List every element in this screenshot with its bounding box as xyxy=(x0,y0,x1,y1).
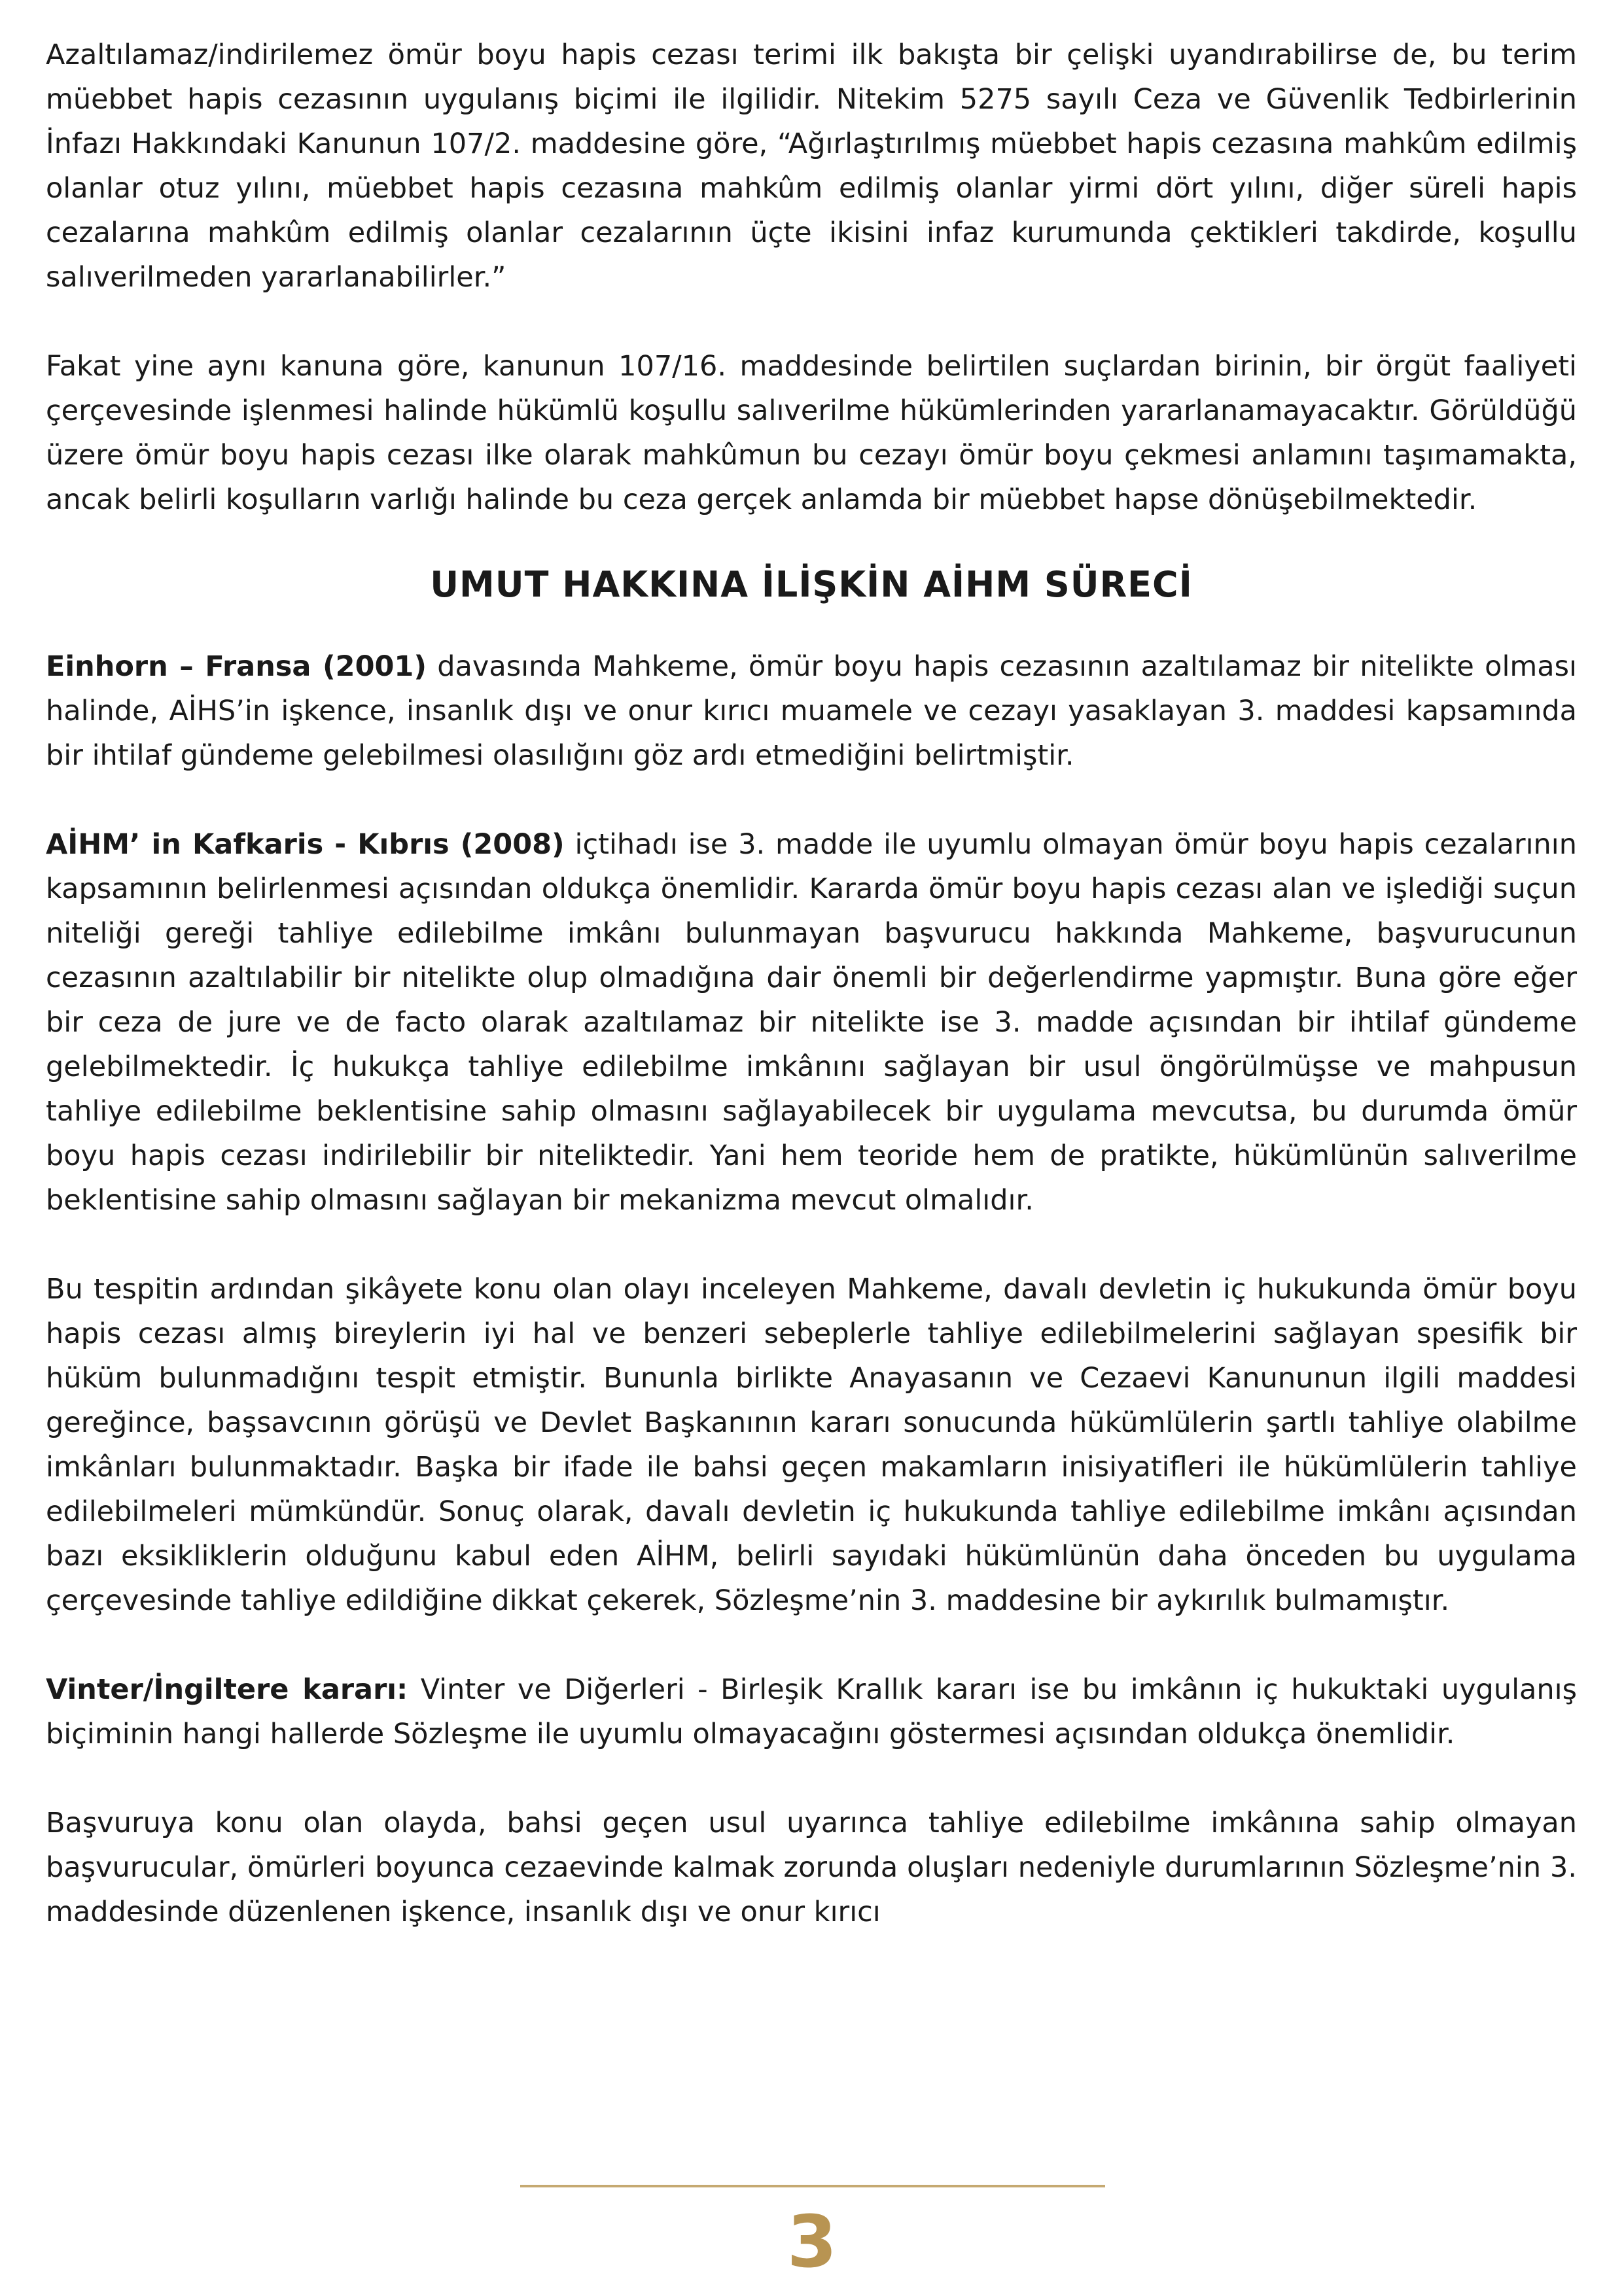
footer-divider xyxy=(520,2185,1105,2187)
document-body xyxy=(46,33,1577,1979)
paragraph-kafkaris-case xyxy=(46,822,1577,1223)
paragraph-kafkaris-text: içtihadı ise 3. madde ile uyumlu olmayan ömür boyu hapis cezalarının kapsamının belirlenmesi açısından oldukça önemlidir. Kararda ömür boyu hapis cezası alan ve işlediği suçun niteliği gereği tahliye edilebilme imkânı bulunmayan başvurucu hakkında Mahkeme, başvurucunun cezasının azaltılabilir bir nitelikte olup olmadığına dair önemli bir değerlendirme yapmıştır. Buna göre eğer bir ceza de jure ve de facto olarak azaltılamaz bir nitelikte ise 3. madde açısından bir ihtilaf gündeme gelebilmektedir. İç hukukça tahliye edilebilme imkânını sağlayan bir usul öngörülmüşse ve mahpusun tahliye edilebilme beklentisine sahip olmasını sağlayabilecek bir uygulama mevcutsa, bu durumda ömür boyu hapis cezası indirilebilir bir niteliktedir. Yani hem teoride hem de pratikte, hükümlünün salıverilme beklentisine sahip olmasını sağlayan bir mekanizma mevcut olmalıdır. xyxy=(46,828,1577,1217)
paragraph-vinter-case xyxy=(46,1667,1577,1756)
paragraph-court-findings: Bu tespitin ardından şikâyete konu olan olayı inceleyen Mahkeme, davalı devletin iç hukukunda ömür boyu hapis cezası almış bireylerin iyi hal ve benzeri sebeplerle tahliye edilebilmelerini sağlayan spesifik bir hüküm bulunmadığını tespit etmiştir. Bununla birlikte Anayasanın ve Cezaevi Kanununun ilgili maddesi gereğince, başsavcının görüşü ve Devlet Başkanının kararı sonucunda hükümlülerin şartlı tahliye olabilme imkânları bulunmaktadır. Başka bir ifade ile bahsi geçen makamların inisiyatifleri ile hükümlülerin tahliye edilebilmeleri mümkündür. Sonuç olarak, davalı devletin iç hukukunda tahliye edilebilme imkânı açısından bazı eksikliklerin olduğunu kabul eden AİHM, belirli sayıdaki hükümlünün daha önceden bu uygulama çerçevesinde tahliye edildiğine dikkat çekerek, Sözleşme’nin 3. maddesine bir aykırılık bulmamıştır. xyxy=(46,1273,1577,1617)
section-heading: UMUT HAKKINA İLİŞKİN AİHM SÜRECİ xyxy=(430,564,1193,605)
case-name-vinter: Vinter/İngiltere kararı: xyxy=(46,1673,408,1706)
paragraph-applicants: Başvuruya konu olan olayda, bahsi geçen usul uyarınca tahliye edilebilme imkânına sahip olmayan başvurucular, ömürleri boyunca cezaevinde kalmak zorunda oluşları nedeniyle durumlarının Sözleşme’nin 3. maddesinde düzenlenen işkence, insanlık dışı ve onur kırıcı xyxy=(46,1807,1577,1928)
case-name-kafkaris: AİHM’ in Kafkaris - Kıbrıs (2008) xyxy=(46,828,565,861)
paragraph-einhorn-text: davasında Mahkeme, ömür boyu hapis cezasının azaltılamaz bir nitelikte olması halinde, AİHS’in işkence, insanlık dışı ve onur kırıcı muamele ve cezayı yasaklayan 3. maddesi kapsamında bir ihtilaf gündeme gelebilmesi olasılığını göz ardı etmediğini belirtmiştir. xyxy=(46,650,1577,772)
paragraph-law-article-107-16: Fakat yine aynı kanuna göre, kanunun 107/16. maddesinde belirtilen suçlardan birinin, bir örgüt faaliyeti çerçevesinde işlenmesi halinde hükümlü koşullu salıverilme hükümlerinden yararlanamayacaktır. Görüldüğü üzere ömür boyu hapis cezası ilke olarak mahkûmun bu cezayı ömür boyu çekmesi anlamını taşımamakta, ancak belirli koşulların varlığı halinde bu ceza gerçek anlamda bir müebbet hapse dönüşebilmektedir. xyxy=(46,350,1577,516)
paragraph-einhorn-case xyxy=(46,644,1577,778)
page-number: 3 xyxy=(786,2200,838,2284)
paragraph-life-sentence-definition: Azaltılamaz/indirilemez ömür boyu hapis cezası terimi ilk bakışta bir çelişki uyandırabilirse de, bu terim müebbet hapis cezasının uygulanış biçimi ile ilgilidir. Nitekim 5275 sayılı Ceza ve Güvenlik Tedbirlerinin İnfazı Hakkındaki Kanunun 107/2. maddesine göre, “Ağırlaştırılmış müebbet hapis cezasına mahkûm edilmiş olanlar otuz yılını, müebbet hapis cezasına mahkûm edilmiş olanlar yirmi dört yılını, diğer süreli hapis cezalarına mahkûm edilmiş olanlar cezalarının üçte ikisini infaz kurumunda çektikleri takdirde, koşullu salıverilmeden yararlanabilirler.” xyxy=(46,39,1577,294)
paragraph-vinter-text: Vinter ve Diğerleri - Birleşik Krallık kararı ise bu imkânın iç hukuktaki uygulanış biçiminin hangi hallerde Sözleşme ile uyumlu olmayacağını göstermesi açısından oldukça önemlidir. xyxy=(46,1673,1577,1750)
case-name-einhorn: Einhorn – Fransa (2001) xyxy=(46,650,427,683)
